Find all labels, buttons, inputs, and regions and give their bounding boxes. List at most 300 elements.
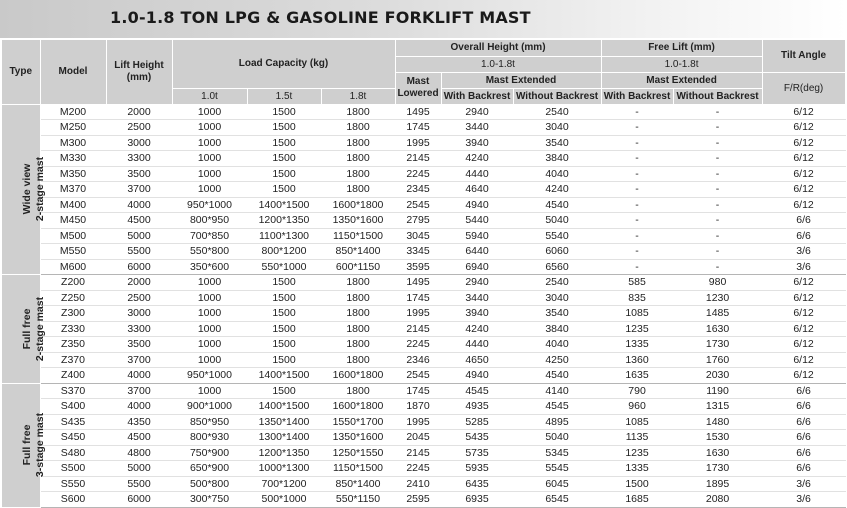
table-row xyxy=(2,228,845,244)
cell-without-backrest: 4540 xyxy=(513,197,601,213)
cell-model: S600 xyxy=(40,492,106,508)
group-label-line1: Full free xyxy=(21,308,34,350)
group-label-text xyxy=(21,413,47,477)
cell-cap-18: 1800 xyxy=(321,104,395,120)
cell-without-backrest: 5540 xyxy=(513,228,601,244)
header-cap-10: 1.0t xyxy=(172,88,247,104)
cell-cap-10: 1000 xyxy=(172,166,247,182)
table-row xyxy=(2,104,845,120)
table-row xyxy=(2,259,845,275)
cell-lift-height: 3000 xyxy=(106,306,172,322)
table-row xyxy=(2,476,845,492)
cell-without-backrest: 5040 xyxy=(513,213,601,229)
cell-model: S550 xyxy=(40,476,106,492)
header-cap-18: 1.8t xyxy=(321,88,395,104)
table-row xyxy=(2,321,845,337)
cell-cap-10: 500*800 xyxy=(172,476,247,492)
cell-free-without-backrest: 1730 xyxy=(673,337,762,353)
cell-free-without-backrest: 1190 xyxy=(673,383,762,399)
cell-mast-lowered: 2245 xyxy=(395,337,441,353)
cell-mast-lowered: 2145 xyxy=(395,321,441,337)
cell-tilt-angle: 6/6 xyxy=(762,461,845,477)
cell-model: M370 xyxy=(40,182,106,198)
cell-free-without-backrest: - xyxy=(673,259,762,275)
cell-tilt-angle: 6/12 xyxy=(762,182,845,198)
cell-tilt-angle: 6/12 xyxy=(762,306,845,322)
cell-model: M330 xyxy=(40,151,106,167)
cell-model: M550 xyxy=(40,244,106,260)
cell-tilt-angle: 6/12 xyxy=(762,352,845,368)
cell-lift-height: 2500 xyxy=(106,120,172,136)
table-row xyxy=(2,151,845,167)
cell-without-backrest: 6560 xyxy=(513,259,601,275)
cell-free-with-backrest: - xyxy=(601,259,673,275)
cell-free-without-backrest: 1480 xyxy=(673,414,762,430)
cell-model: S435 xyxy=(40,414,106,430)
table-row xyxy=(2,135,845,151)
cell-cap-18: 1800 xyxy=(321,166,395,182)
cell-with-backrest: 2940 xyxy=(441,104,513,120)
cell-tilt-angle: 6/12 xyxy=(762,290,845,306)
cell-with-backrest: 4440 xyxy=(441,166,513,182)
cell-model: Z350 xyxy=(40,337,106,353)
cell-cap-10: 550*800 xyxy=(172,244,247,260)
cell-mast-lowered: 2346 xyxy=(395,352,441,368)
cell-mast-lowered: 2345 xyxy=(395,182,441,198)
cell-cap-18: 850*1400 xyxy=(321,244,395,260)
cell-cap-15: 1100*1300 xyxy=(247,228,321,244)
cell-free-without-backrest: 2030 xyxy=(673,368,762,384)
cell-mast-lowered: 2045 xyxy=(395,430,441,446)
cell-free-with-backrest: 1360 xyxy=(601,352,673,368)
cell-without-backrest: 4540 xyxy=(513,368,601,384)
cell-cap-15: 500*1000 xyxy=(247,492,321,508)
group-label-line2: 2-stage mast xyxy=(34,157,47,222)
header-with-backrest: With Backrest xyxy=(441,88,513,104)
cell-free-with-backrest: 1235 xyxy=(601,445,673,461)
cell-free-with-backrest: - xyxy=(601,135,673,151)
header-without-backrest: Without Backrest xyxy=(513,88,601,104)
header-lift-height: Lift Height (mm) xyxy=(106,40,172,104)
cell-cap-10: 1000 xyxy=(172,120,247,136)
cell-free-with-backrest: 585 xyxy=(601,275,673,291)
cell-free-with-backrest: 1235 xyxy=(601,321,673,337)
cell-tilt-angle: 6/12 xyxy=(762,197,845,213)
cell-without-backrest: 3040 xyxy=(513,290,601,306)
cell-free-with-backrest: 1085 xyxy=(601,306,673,322)
cell-model: S480 xyxy=(40,445,106,461)
cell-cap-10: 1000 xyxy=(172,182,247,198)
cell-free-with-backrest: - xyxy=(601,213,673,229)
table-row xyxy=(2,182,845,198)
cell-cap-18: 1350*1600 xyxy=(321,213,395,229)
cell-free-without-backrest: 1630 xyxy=(673,445,762,461)
cell-without-backrest: 3540 xyxy=(513,306,601,322)
header-type: Type xyxy=(2,40,40,104)
cell-tilt-angle: 6/6 xyxy=(762,213,845,229)
cell-tilt-angle: 6/6 xyxy=(762,430,845,446)
cell-without-backrest: 3540 xyxy=(513,135,601,151)
cell-cap-10: 1000 xyxy=(172,104,247,120)
cell-cap-15: 1200*1350 xyxy=(247,445,321,461)
cell-lift-height: 3000 xyxy=(106,135,172,151)
header-cap-15: 1.5t xyxy=(247,88,321,104)
cell-free-without-backrest: 1760 xyxy=(673,352,762,368)
header-free-without-backrest: Without Backrest xyxy=(673,88,762,104)
cell-tilt-angle: 3/6 xyxy=(762,259,845,275)
cell-cap-18: 1600*1800 xyxy=(321,368,395,384)
cell-lift-height: 3700 xyxy=(106,182,172,198)
group-label-wide-view-2-stage xyxy=(2,104,47,275)
cell-with-backrest: 4940 xyxy=(441,197,513,213)
cell-cap-18: 1550*1700 xyxy=(321,414,395,430)
cell-cap-15: 1500 xyxy=(247,352,321,368)
cell-cap-10: 650*900 xyxy=(172,461,247,477)
cell-lift-height: 2000 xyxy=(106,104,172,120)
cell-free-with-backrest: - xyxy=(601,197,673,213)
cell-free-without-backrest: - xyxy=(673,197,762,213)
table-row xyxy=(2,244,845,260)
cell-tilt-angle: 6/6 xyxy=(762,414,845,430)
cell-with-backrest: 5735 xyxy=(441,445,513,461)
header-model: Model xyxy=(40,40,106,104)
table-row xyxy=(2,368,845,384)
cell-without-backrest: 5545 xyxy=(513,461,601,477)
cell-lift-height: 5000 xyxy=(106,461,172,477)
cell-without-backrest: 4545 xyxy=(513,399,601,415)
cell-cap-15: 1500 xyxy=(247,290,321,306)
cell-free-without-backrest: 1230 xyxy=(673,290,762,306)
cell-without-backrest: 2540 xyxy=(513,275,601,291)
cell-cap-10: 1000 xyxy=(172,135,247,151)
cell-lift-height: 5500 xyxy=(106,476,172,492)
cell-cap-15: 1500 xyxy=(247,306,321,322)
cell-cap-15: 1300*1400 xyxy=(247,430,321,446)
cell-model: M450 xyxy=(40,213,106,229)
cell-cap-18: 1250*1550 xyxy=(321,445,395,461)
cell-mast-lowered: 2795 xyxy=(395,213,441,229)
cell-cap-10: 850*950 xyxy=(172,414,247,430)
cell-mast-lowered: 2545 xyxy=(395,368,441,384)
cell-with-backrest: 2940 xyxy=(441,275,513,291)
group-label-full-free-2-stage xyxy=(2,275,47,384)
cell-cap-10: 900*1000 xyxy=(172,399,247,415)
cell-cap-18: 1800 xyxy=(321,135,395,151)
cell-cap-10: 700*850 xyxy=(172,228,247,244)
cell-free-with-backrest: - xyxy=(601,104,673,120)
cell-mast-lowered: 1745 xyxy=(395,120,441,136)
cell-free-without-backrest: 1315 xyxy=(673,399,762,415)
cell-free-with-backrest: 1635 xyxy=(601,368,673,384)
table-body xyxy=(2,104,845,507)
header-free-mast-extended: Mast Extended xyxy=(601,72,762,88)
cell-without-backrest: 5345 xyxy=(513,445,601,461)
cell-cap-10: 1000 xyxy=(172,275,247,291)
cell-free-without-backrest: 1530 xyxy=(673,430,762,446)
cell-cap-18: 1800 xyxy=(321,352,395,368)
cell-mast-lowered: 3045 xyxy=(395,228,441,244)
cell-mast-lowered: 1995 xyxy=(395,135,441,151)
cell-cap-15: 700*1200 xyxy=(247,476,321,492)
cell-free-with-backrest: 790 xyxy=(601,383,673,399)
cell-cap-15: 1500 xyxy=(247,104,321,120)
cell-cap-10: 1000 xyxy=(172,290,247,306)
cell-cap-10: 750*900 xyxy=(172,445,247,461)
cell-free-without-backrest: - xyxy=(673,166,762,182)
cell-cap-10: 800*930 xyxy=(172,430,247,446)
cell-cap-18: 1800 xyxy=(321,337,395,353)
cell-cap-15: 550*1000 xyxy=(247,259,321,275)
cell-free-without-backrest: 1630 xyxy=(673,321,762,337)
cell-cap-18: 1150*1500 xyxy=(321,228,395,244)
cell-model: M200 xyxy=(40,104,106,120)
cell-free-with-backrest: - xyxy=(601,244,673,260)
cell-model: S450 xyxy=(40,430,106,446)
cell-with-backrest: 4650 xyxy=(441,352,513,368)
page-title: 1.0-1.8 TON LPG & GASOLINE FORKLIFT MAST xyxy=(110,8,531,27)
cell-lift-height: 4000 xyxy=(106,399,172,415)
cell-mast-lowered: 1995 xyxy=(395,306,441,322)
table-row xyxy=(2,166,845,182)
cell-free-with-backrest: - xyxy=(601,182,673,198)
cell-cap-18: 1600*1800 xyxy=(321,399,395,415)
cell-without-backrest: 5040 xyxy=(513,430,601,446)
cell-mast-lowered: 1870 xyxy=(395,399,441,415)
cell-lift-height: 4500 xyxy=(106,430,172,446)
cell-lift-height: 6000 xyxy=(106,492,172,508)
cell-cap-15: 1500 xyxy=(247,166,321,182)
cell-cap-15: 1500 xyxy=(247,135,321,151)
cell-cap-18: 1150*1500 xyxy=(321,461,395,477)
table-row xyxy=(2,445,845,461)
cell-free-with-backrest: 835 xyxy=(601,290,673,306)
header-tilt-unit: F/R(deg) xyxy=(762,72,845,104)
cell-tilt-angle: 6/12 xyxy=(762,337,845,353)
cell-tilt-angle: 6/6 xyxy=(762,383,845,399)
cell-with-backrest: 4640 xyxy=(441,182,513,198)
cell-lift-height: 6000 xyxy=(106,259,172,275)
cell-with-backrest: 5935 xyxy=(441,461,513,477)
cell-cap-10: 1000 xyxy=(172,321,247,337)
cell-model: M400 xyxy=(40,197,106,213)
cell-lift-height: 3500 xyxy=(106,337,172,353)
cell-model: S500 xyxy=(40,461,106,477)
cell-cap-18: 1800 xyxy=(321,321,395,337)
group-label-line1: Wide view xyxy=(21,163,34,215)
cell-cap-10: 950*1000 xyxy=(172,368,247,384)
cell-lift-height: 4800 xyxy=(106,445,172,461)
group-label-line2: 2-stage mast xyxy=(34,296,47,361)
cell-tilt-angle: 6/6 xyxy=(762,228,845,244)
cell-cap-15: 1500 xyxy=(247,151,321,167)
cell-cap-18: 1800 xyxy=(321,306,395,322)
cell-tilt-angle: 6/12 xyxy=(762,135,845,151)
cell-cap-15: 1400*1500 xyxy=(247,368,321,384)
cell-tilt-angle: 6/12 xyxy=(762,120,845,136)
cell-model: Z400 xyxy=(40,368,106,384)
table-row xyxy=(2,461,845,477)
cell-cap-10: 1000 xyxy=(172,151,247,167)
cell-lift-height: 3700 xyxy=(106,383,172,399)
cell-tilt-angle: 6/6 xyxy=(762,399,845,415)
cell-model: Z200 xyxy=(40,275,106,291)
cell-cap-10: 300*750 xyxy=(172,492,247,508)
cell-mast-lowered: 1495 xyxy=(395,275,441,291)
cell-with-backrest: 3440 xyxy=(441,290,513,306)
cell-lift-height: 5000 xyxy=(106,228,172,244)
cell-free-without-backrest: 2080 xyxy=(673,492,762,508)
cell-cap-15: 1500 xyxy=(247,275,321,291)
cell-with-backrest: 6435 xyxy=(441,476,513,492)
group-label-text xyxy=(21,297,47,361)
table-row xyxy=(2,306,845,322)
cell-free-without-backrest: 1895 xyxy=(673,476,762,492)
cell-free-with-backrest: 1335 xyxy=(601,461,673,477)
cell-mast-lowered: 3595 xyxy=(395,259,441,275)
cell-mast-lowered: 2145 xyxy=(395,151,441,167)
cell-cap-18: 1800 xyxy=(321,290,395,306)
cell-cap-15: 1500 xyxy=(247,383,321,399)
header-free-with-backrest: With Backrest xyxy=(601,88,673,104)
cell-lift-height: 4500 xyxy=(106,213,172,229)
header-free-lift: Free Lift (mm) xyxy=(601,40,762,56)
cell-free-with-backrest: 1500 xyxy=(601,476,673,492)
cell-free-with-backrest: - xyxy=(601,120,673,136)
cell-tilt-angle: 6/12 xyxy=(762,321,845,337)
cell-cap-15: 1400*1500 xyxy=(247,197,321,213)
cell-lift-height: 3500 xyxy=(106,166,172,182)
cell-model: Z250 xyxy=(40,290,106,306)
cell-without-backrest: 3840 xyxy=(513,321,601,337)
cell-mast-lowered: 1745 xyxy=(395,290,441,306)
cell-with-backrest: 3440 xyxy=(441,120,513,136)
cell-free-with-backrest: 960 xyxy=(601,399,673,415)
cell-mast-lowered: 2545 xyxy=(395,197,441,213)
cell-model: Z330 xyxy=(40,321,106,337)
cell-cap-18: 1350*1600 xyxy=(321,430,395,446)
cell-free-without-backrest: - xyxy=(673,213,762,229)
cell-tilt-angle: 3/6 xyxy=(762,244,845,260)
mast-spec-table xyxy=(2,40,846,508)
cell-with-backrest: 4240 xyxy=(441,151,513,167)
cell-cap-15: 1350*1400 xyxy=(247,414,321,430)
cell-model: Z370 xyxy=(40,352,106,368)
table-header xyxy=(2,40,845,104)
table-row xyxy=(2,197,845,213)
cell-model: M600 xyxy=(40,259,106,275)
cell-free-without-backrest: 1485 xyxy=(673,306,762,322)
header-overall-height: Overall Height (mm) xyxy=(395,40,601,56)
cell-cap-18: 850*1400 xyxy=(321,476,395,492)
cell-without-backrest: 3840 xyxy=(513,151,601,167)
cell-free-without-backrest: - xyxy=(673,244,762,260)
cell-without-backrest: 2540 xyxy=(513,104,601,120)
cell-cap-18: 550*1150 xyxy=(321,492,395,508)
cell-with-backrest: 3940 xyxy=(441,135,513,151)
table-row xyxy=(2,399,845,415)
cell-cap-15: 1200*1350 xyxy=(247,213,321,229)
cell-mast-lowered: 1745 xyxy=(395,383,441,399)
table-row xyxy=(2,383,845,399)
cell-cap-15: 1500 xyxy=(247,120,321,136)
cell-without-backrest: 6545 xyxy=(513,492,601,508)
cell-cap-10: 350*600 xyxy=(172,259,247,275)
cell-mast-lowered: 1995 xyxy=(395,414,441,430)
cell-without-backrest: 4250 xyxy=(513,352,601,368)
table-row xyxy=(2,213,845,229)
cell-lift-height: 3700 xyxy=(106,352,172,368)
cell-cap-15: 1000*1300 xyxy=(247,461,321,477)
table-row xyxy=(2,430,845,446)
cell-free-with-backrest: - xyxy=(601,166,673,182)
cell-lift-height: 4000 xyxy=(106,368,172,384)
cell-mast-lowered: 1495 xyxy=(395,104,441,120)
table-row xyxy=(2,352,845,368)
cell-cap-18: 1800 xyxy=(321,182,395,198)
cell-with-backrest: 4545 xyxy=(441,383,513,399)
cell-model: M250 xyxy=(40,120,106,136)
cell-without-backrest: 4040 xyxy=(513,337,601,353)
title-bar xyxy=(0,0,847,38)
cell-model: M350 xyxy=(40,166,106,182)
cell-free-with-backrest: - xyxy=(601,228,673,244)
cell-with-backrest: 5285 xyxy=(441,414,513,430)
cell-free-without-backrest: - xyxy=(673,151,762,167)
cell-tilt-angle: 3/6 xyxy=(762,476,845,492)
cell-mast-lowered: 2595 xyxy=(395,492,441,508)
table-row xyxy=(2,337,845,353)
group-label-line1: Full free xyxy=(21,424,34,466)
cell-mast-lowered: 2410 xyxy=(395,476,441,492)
cell-cap-15: 1500 xyxy=(247,182,321,198)
cell-with-backrest: 4240 xyxy=(441,321,513,337)
cell-free-without-backrest: - xyxy=(673,228,762,244)
group-label-text xyxy=(21,157,47,221)
cell-lift-height: 3300 xyxy=(106,321,172,337)
table-row xyxy=(2,414,845,430)
cell-mast-lowered: 2245 xyxy=(395,166,441,182)
cell-cap-10: 950*1000 xyxy=(172,197,247,213)
cell-without-backrest: 4140 xyxy=(513,383,601,399)
cell-free-without-backrest: - xyxy=(673,135,762,151)
cell-cap-10: 1000 xyxy=(172,383,247,399)
table-row xyxy=(2,290,845,306)
cell-free-without-backrest: 1730 xyxy=(673,461,762,477)
cell-with-backrest: 5435 xyxy=(441,430,513,446)
cell-free-with-backrest: 1085 xyxy=(601,414,673,430)
cell-model: M500 xyxy=(40,228,106,244)
cell-lift-height: 4000 xyxy=(106,197,172,213)
header-free-range: 1.0-1.8t xyxy=(601,56,762,72)
cell-without-backrest: 6060 xyxy=(513,244,601,260)
cell-lift-height: 4350 xyxy=(106,414,172,430)
cell-cap-15: 1400*1500 xyxy=(247,399,321,415)
table-row xyxy=(2,492,845,508)
cell-cap-15: 1500 xyxy=(247,337,321,353)
cell-without-backrest: 3040 xyxy=(513,120,601,136)
cell-tilt-angle: 6/12 xyxy=(762,104,845,120)
cell-lift-height: 2000 xyxy=(106,275,172,291)
cell-free-without-backrest: - xyxy=(673,104,762,120)
cell-tilt-angle: 6/12 xyxy=(762,166,845,182)
cell-tilt-angle: 6/12 xyxy=(762,151,845,167)
cell-tilt-angle: 3/6 xyxy=(762,492,845,508)
cell-model: S400 xyxy=(40,399,106,415)
cell-cap-18: 1800 xyxy=(321,275,395,291)
cell-mast-lowered: 2145 xyxy=(395,445,441,461)
cell-cap-18: 600*1150 xyxy=(321,259,395,275)
cell-cap-10: 1000 xyxy=(172,352,247,368)
